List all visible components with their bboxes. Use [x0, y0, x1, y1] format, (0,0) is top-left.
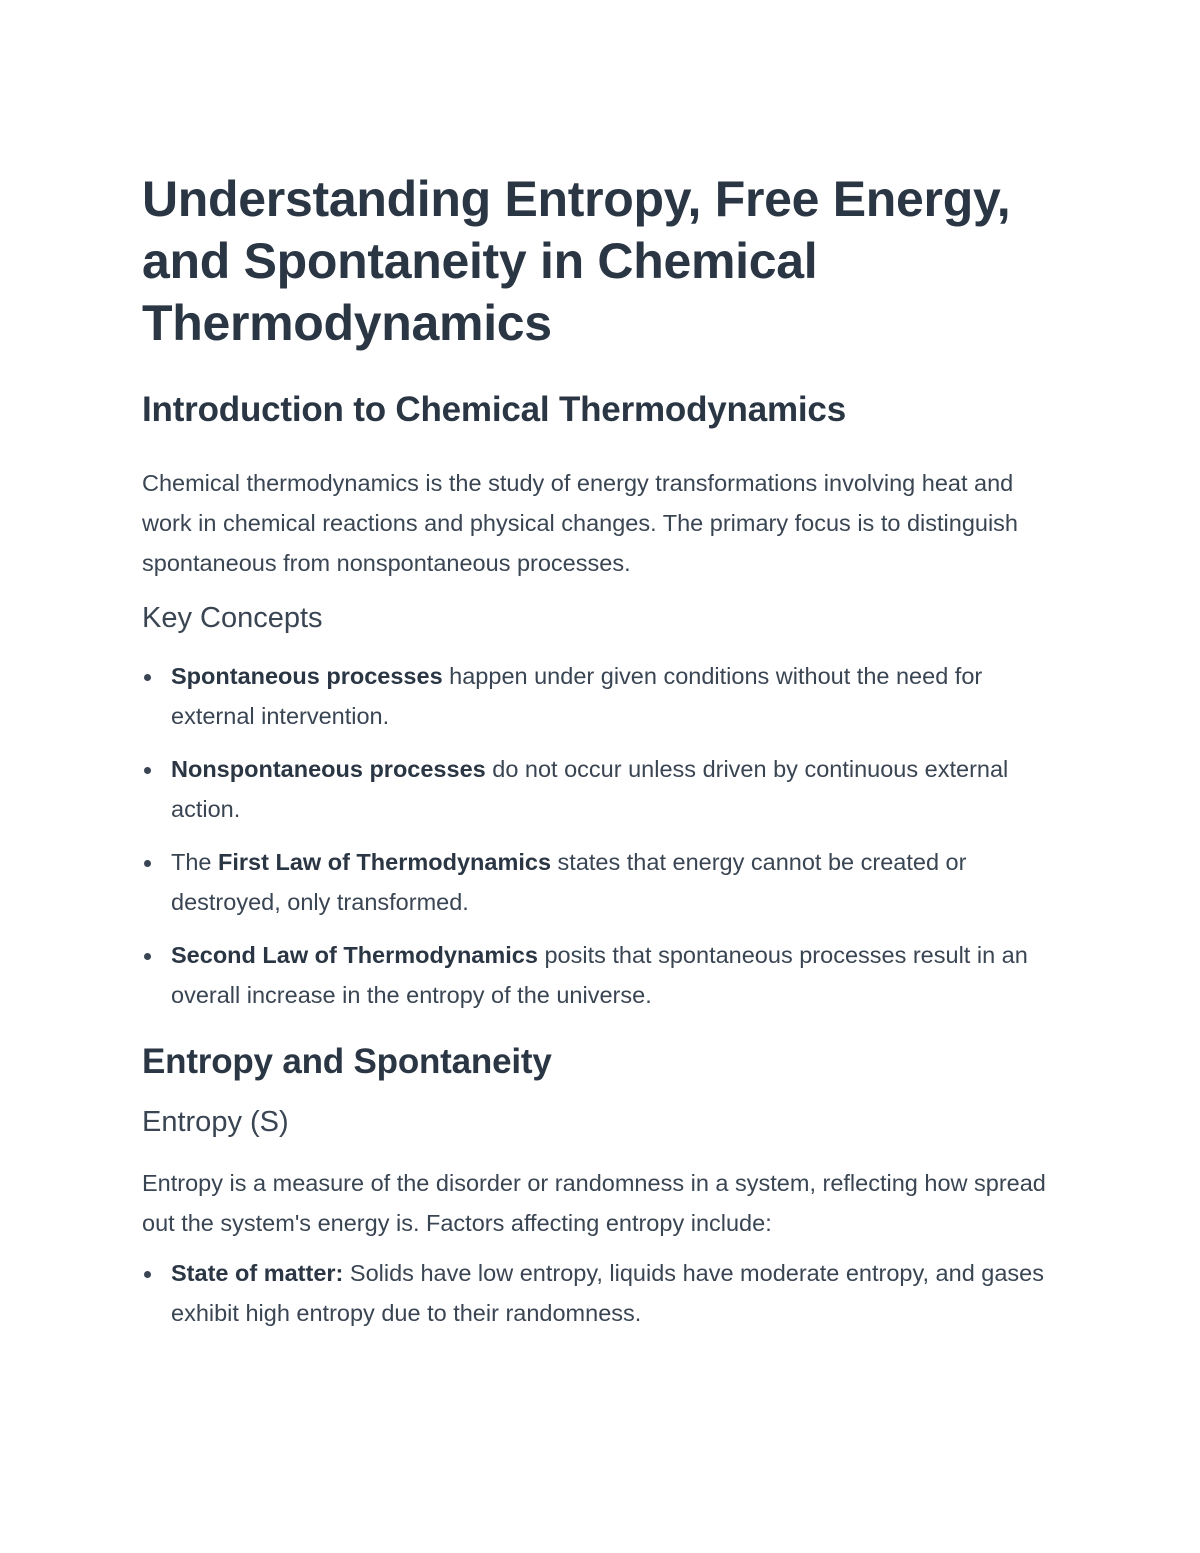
subheading-key-concepts: Key Concepts [142, 602, 323, 634]
list-item: State of matter: Solids have low entropy, liquids have moderate entropy, and gases exhibit high entropy due to their randomness. [142, 1253, 1058, 1333]
bullet-icon [144, 953, 151, 960]
document-page [142, 168, 1058, 1333]
list-item: The First Law of Thermodynamics states that energy cannot be created or destroyed, only transformed. [142, 842, 1058, 922]
list-item: Spontaneous processes happen under given conditions without the need for external intervention. [142, 656, 1058, 736]
page-title: Understanding Entropy, Free Energy, and Spontaneity in Chemical Thermodynamics [142, 171, 1011, 351]
section-heading-introduction: Introduction to Chemical Thermodynamics [142, 390, 846, 429]
bullet-icon [144, 767, 151, 774]
key-concepts-list [142, 656, 1058, 1015]
bullet-icon [144, 1271, 151, 1278]
subheading-entropy-s: Entropy (S) [142, 1106, 289, 1138]
bullet-icon [144, 860, 151, 867]
intro-paragraph: Chemical thermodynamics is the study of energy transformations involving heat and work in chemical reactions and physical changes. The primary focus is to distinguish spontaneous from nonspontaneous processes. [142, 470, 1019, 576]
bullet-icon [144, 674, 151, 681]
list-item: Second Law of Thermodynamics posits that spontaneous processes result in an overall increase in the entropy of the universe. [142, 935, 1058, 1015]
section-heading-entropy: Entropy and Spontaneity [142, 1042, 552, 1081]
entropy-factors-list [142, 1253, 1058, 1333]
list-item: Nonspontaneous processes do not occur unless driven by continuous external action. [142, 749, 1058, 829]
entropy-paragraph: Entropy is a measure of the disorder or randomness in a system, reflecting how spread out the system's energy is. Factors affecting entropy include: [142, 1170, 1046, 1236]
